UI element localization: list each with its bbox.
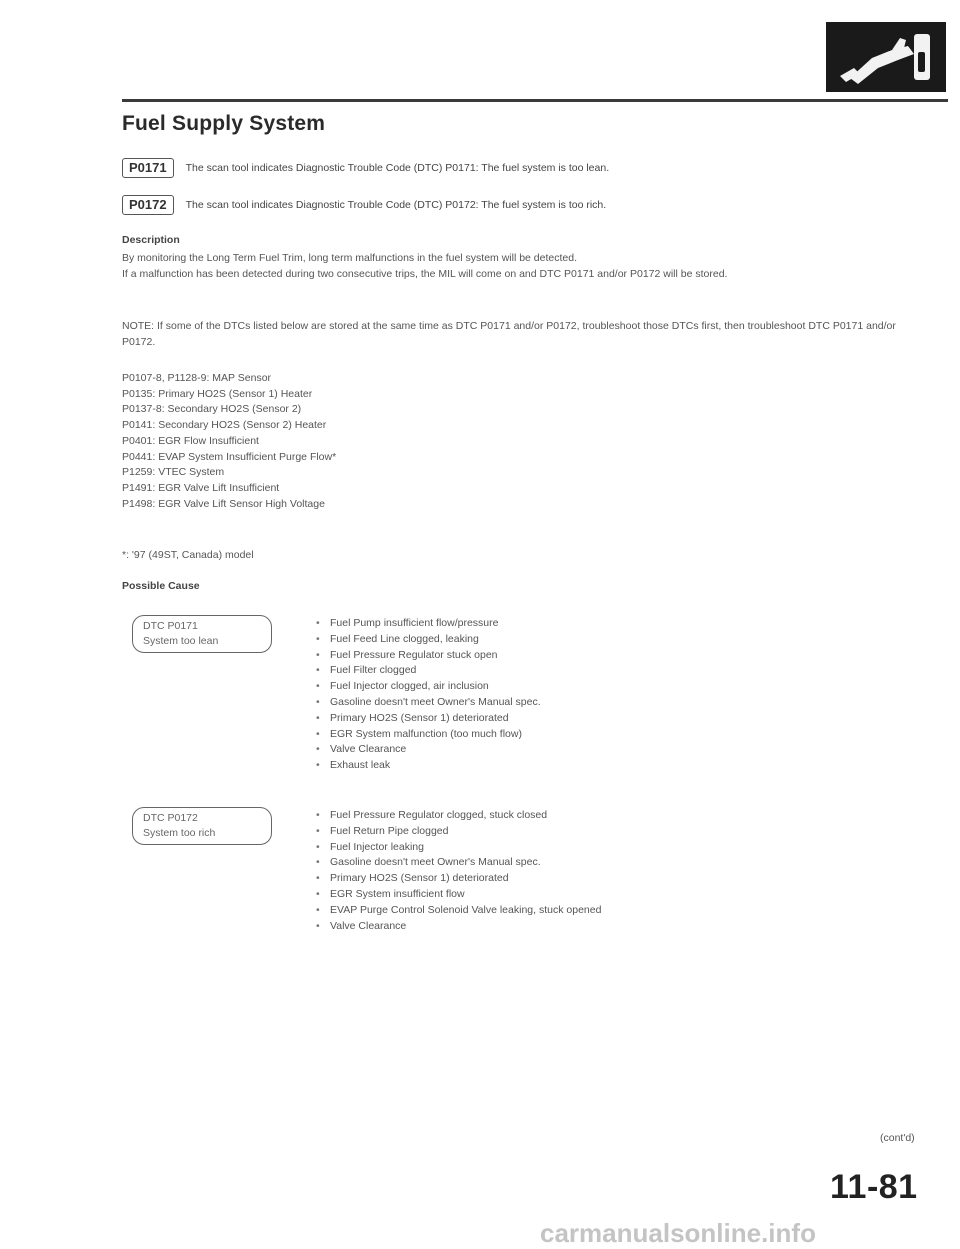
page-number: 11-81 — [830, 1168, 918, 1206]
dtc-row-p0172 — [122, 195, 606, 215]
footnote: *: '97 (49ST, Canada) model — [122, 549, 254, 561]
continued-label: (cont'd) — [880, 1132, 915, 1144]
possible-cause-heading: Possible Cause — [122, 580, 200, 592]
fuel-pump-icon — [826, 22, 946, 92]
rich-cause-list — [316, 808, 601, 934]
description-line-2: If a malfunction has been detected during two consecutive trips, the MIL will come on and DTC P0171 and/or P0172 will be stored. — [122, 268, 728, 280]
note-paragraph: NOTE: If some of the DTCs listed below are stored at the same time as DTC P0171 and/or P0172, troubleshoot those DTCs first, then troubleshoot DTC P0171 and/or P0172. — [122, 320, 896, 348]
dtc-row-p0171 — [122, 158, 609, 178]
list-item: P1259: VTEC System — [122, 466, 225, 479]
lean-cause-list — [316, 616, 541, 774]
description-line-1: By monitoring the Long Term Fuel Trim, long term malfunctions in the fuel system will be detected. — [122, 252, 578, 264]
description-heading: Description — [122, 234, 180, 246]
watermark: carmanualsonline.info — [540, 1218, 816, 1248]
header-divider — [122, 99, 948, 102]
cause-label-text: System too lean — [143, 635, 219, 647]
list-item: • Fuel Feed Line clogged, leaking — [316, 632, 541, 648]
dtc-badge: P0171 — [122, 158, 174, 178]
list-item: P0441: EVAP System Insufficient Purge Flow* — [122, 450, 337, 463]
list-item: • Fuel Pressure Regulator stuck open — [316, 648, 541, 664]
list-item: • Valve Clearance — [316, 742, 541, 758]
list-item: P0141: Secondary HO2S (Sensor 2) Heater — [122, 419, 327, 432]
list-item: • Fuel Filter clogged — [316, 663, 541, 679]
list-item: P1498: EGR Valve Lift Sensor High Voltage — [122, 497, 325, 510]
list-item: • Gasoline doesn't meet Owner's Manual spec. — [316, 855, 601, 871]
list-item: P0401: EGR Flow Insufficient — [122, 434, 259, 447]
list-item: • Valve Clearance — [316, 919, 601, 935]
list-item: • Gasoline doesn't meet Owner's Manual spec. — [316, 695, 541, 711]
cause-label-lean — [132, 615, 272, 653]
cause-label-rich — [132, 807, 272, 845]
list-item: • Fuel Injector clogged, air inclusion — [316, 679, 541, 695]
list-item: P0107-8, P1128-9: MAP Sensor — [122, 372, 272, 384]
list-item: • Fuel Pressure Regulator clogged, stuck closed — [316, 808, 601, 824]
list-item: • EGR System malfunction (too much flow) — [316, 727, 541, 743]
page-title: Fuel Supply System — [122, 112, 326, 135]
list-item: • Primary HO2S (Sensor 1) deteriorated — [316, 871, 601, 887]
list-item: • Primary HO2S (Sensor 1) deteriorated — [316, 711, 541, 727]
list-item: P0137-8: Secondary HO2S (Sensor 2) — [122, 403, 302, 416]
cause-label-code: DTC P0172 — [143, 812, 198, 824]
list-item: • Fuel Return Pipe clogged — [316, 824, 601, 840]
list-item: • Fuel Pump insufficient flow/pressure — [316, 616, 541, 632]
list-item: • EGR System insufficient flow — [316, 887, 601, 903]
dtc-badge: P0172 — [122, 195, 174, 215]
cause-label-text: System too rich — [143, 827, 216, 839]
list-item: P1491: EGR Valve Lift Insufficient — [122, 481, 280, 494]
list-item: • EVAP Purge Control Solenoid Valve leaking, stuck opened — [316, 903, 601, 919]
list-item: P0135: Primary HO2S (Sensor 1) Heater — [122, 387, 313, 400]
related-dtc-list — [122, 371, 336, 512]
list-item: • Fuel Injector leaking — [316, 840, 601, 856]
list-item: • Exhaust leak — [316, 758, 541, 774]
cause-label-code: DTC P0171 — [143, 620, 198, 632]
dtc-description: The scan tool indicates Diagnostic Trouble Code (DTC) P0172: The fuel system is too rich. — [185, 199, 607, 211]
dtc-description: The scan tool indicates Diagnostic Trouble Code (DTC) P0171: The fuel system is too lean. — [185, 162, 610, 174]
